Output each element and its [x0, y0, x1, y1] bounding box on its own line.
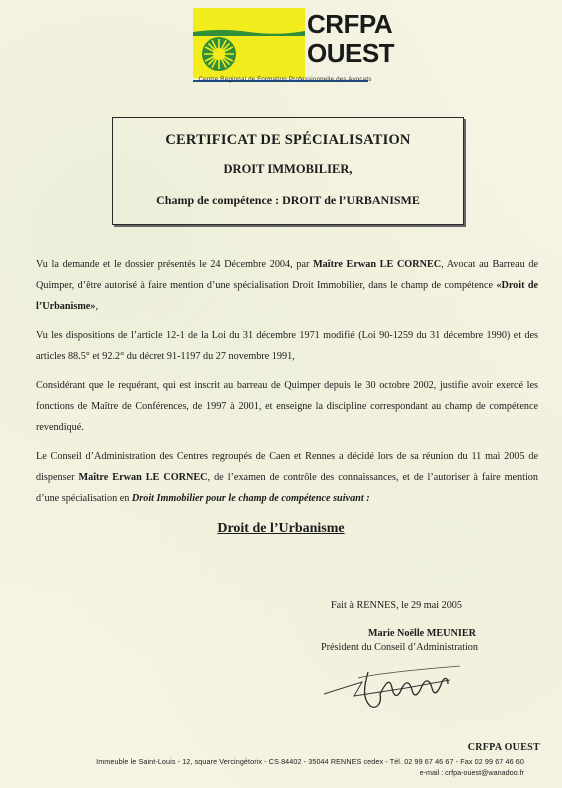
p4-lawyer-name: Maître Erwan LE CORNEC — [78, 472, 208, 483]
logo-green-wave — [193, 28, 305, 36]
p1-text-b: , Avocat au Barreau de Quimper, d’être autorisé à faire mention d’une spécialisation Droit Immobilier, dans le champ de compétence — [36, 259, 538, 291]
p1-lawyer-name: Maître Erwan LE CORNEC — [313, 259, 442, 270]
p1-field: «Droit de l’Urbanisme» — [36, 280, 539, 312]
p4-text-a: Le Conseil d’Administration des Centres regroupés de Caen et Rennes a décidé lors de sa réunion du 11 mai 2005 de dispenser — [36, 451, 538, 483]
paragraph-law: Vu les dispositions de l’article 12-1 de la Loi du 31 décembre 1971 modifié (Loi 90-1259 du 31 décembre 1990) et des articles 88.5° et 92.2° du décret 91-1197 du 27 novembre 1991, — [36, 330, 538, 362]
signer-name: Marie Noëlle MEUNIER — [367, 628, 476, 639]
logo-name-line2: OUEST — [307, 38, 395, 68]
paragraph-considering: Considérant que le requérant, qui est inscrit au barreau de Quimper depuis le 30 octobre 2002, justifie avoir exercé les fonctions de Maître de Conférences, de 1997 à 2001, et enseigne la discipline correspondant au champ de compétence revendiqué. — [36, 380, 538, 433]
certificate-heading: CERTIFICAT DE SPÉCIALISATION — [165, 132, 411, 148]
certificate-specialty: DROIT IMMOBILIER, — [223, 162, 353, 176]
footer-address: Immeuble le Saint-Louis - 12, square Vercingétorix - CS 84402 - 35044 RENNES cedex - Tél. 02 99 67 46 67 - Fax 02 99 67 46 60 — [96, 757, 524, 766]
signer-role: Président du Conseil d’Administration — [320, 642, 478, 653]
title-box — [112, 117, 464, 225]
logo-name — [307, 10, 394, 68]
logo-name-line1: CRFPA — [307, 9, 393, 39]
p4-text-b: , de l’examen de contrôle des connaissances, et de l’autoriser à faire mention d’une spécialisation en — [36, 472, 538, 504]
place-date: Fait à RENNES, le 29 mai 2005 — [330, 600, 462, 611]
p1-text-c: , — [95, 301, 98, 312]
competence-subject: Droit de l’Urbanisme — [217, 521, 345, 536]
handwritten-signature — [320, 658, 470, 713]
crfpa-logo — [193, 8, 395, 78]
sun-icon — [201, 36, 237, 72]
p4-emphasis: Droit Immobilier pour le champ de compétence suivant : — [131, 493, 370, 504]
logo-tagline: Centre Régional de Formation Professionnelle des Avocats — [198, 76, 372, 83]
footer-email: e-mail : crfpa-ouest@wanadoo.fr — [419, 768, 524, 777]
paragraph-decision — [36, 446, 538, 509]
paragraph-request — [36, 254, 538, 317]
certificate-field: Champ de compétence : DROIT de l’URBANISME — [156, 193, 420, 207]
footer-organization: CRFPA OUEST — [467, 742, 540, 753]
p1-text-a: Vu la demande et le dossier présentés le 24 Décembre 2004, par — [36, 259, 314, 270]
